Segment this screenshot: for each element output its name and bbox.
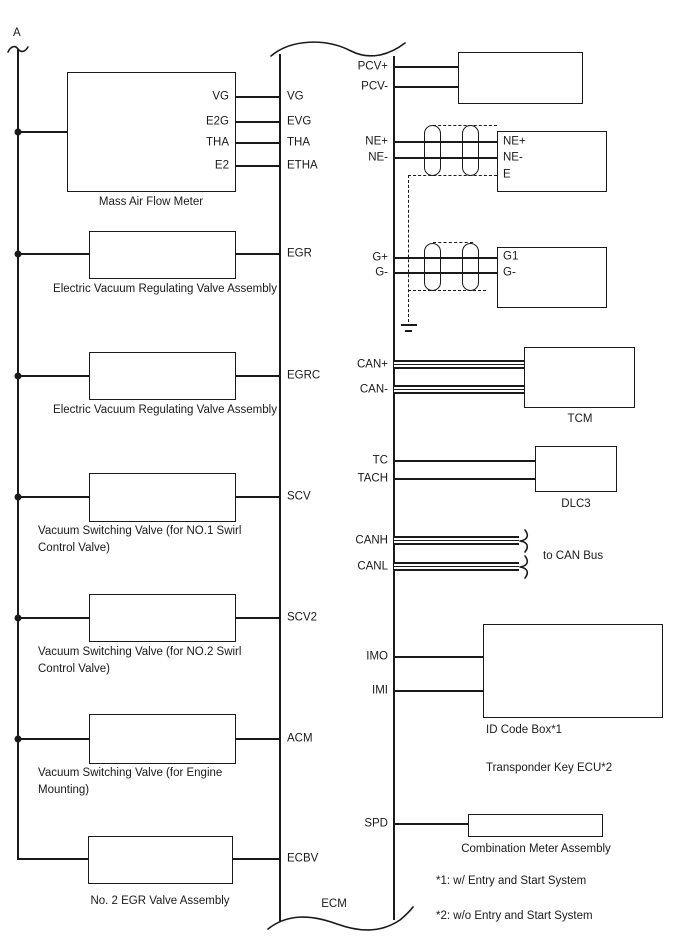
wire bbox=[394, 823, 468, 825]
vsv-no2-label: Vacuum Switching Valve (for NO.2 Swirl Control Valve) bbox=[38, 646, 242, 675]
ecm-pin-g-minus: G- bbox=[375, 266, 388, 279]
vsv-no2-box bbox=[89, 594, 236, 642]
pcv-box bbox=[458, 52, 583, 104]
ecm-pin-acm: ACM bbox=[287, 732, 313, 745]
vsv-engine-box bbox=[89, 714, 236, 764]
ecm-pin-pcv-plus: PCV+ bbox=[357, 60, 388, 73]
can-minus-bus-wire bbox=[394, 385, 524, 394]
ne-box-pin-e: E bbox=[503, 168, 511, 181]
footnote-2: *2: w/o Entry and Start System bbox=[436, 910, 593, 922]
can-plus-bus-wire bbox=[394, 360, 524, 369]
wire bbox=[394, 272, 497, 274]
wire bbox=[233, 858, 280, 860]
wire bbox=[394, 66, 458, 68]
ecm-pin-tc: TC bbox=[372, 454, 388, 467]
wire bbox=[18, 131, 67, 133]
evrva1-label: Electric Vacuum Regulating Valve Assembly bbox=[53, 283, 277, 295]
wire bbox=[394, 460, 535, 462]
wire bbox=[236, 142, 280, 144]
ecm-pin-tach: TACH bbox=[357, 472, 388, 485]
wire bbox=[394, 157, 497, 159]
to-can-bus-label: to CAN Bus bbox=[543, 550, 604, 562]
ne-box-pin-ne-minus: NE- bbox=[503, 151, 523, 164]
wire bbox=[236, 617, 280, 619]
vsv-no1-label: Vacuum Switching Valve (for NO.1 Swirl Control Valve) bbox=[38, 525, 242, 554]
shield-dashed-line bbox=[408, 290, 486, 291]
transponder-key-ecu-label: Transponder Key ECU*2 bbox=[486, 762, 613, 774]
ecm-pin-vg: VG bbox=[287, 90, 304, 103]
evrva1-box bbox=[89, 231, 236, 279]
vsv-engine-label: Vacuum Switching Valve (for Engine Mounting) bbox=[38, 767, 223, 796]
g-box-pin-g-minus: G- bbox=[503, 266, 516, 279]
evrva2-box bbox=[89, 352, 236, 400]
wire bbox=[394, 257, 497, 259]
ecm-pin-tha: THA bbox=[287, 136, 310, 149]
twisted-pair-symbol bbox=[424, 125, 441, 176]
shield-dashed-line bbox=[408, 175, 409, 322]
ecm-pin-scv2: SCV2 bbox=[287, 611, 318, 624]
bus-continuation-arrow bbox=[519, 529, 533, 553]
wire bbox=[17, 858, 88, 860]
ecm-pin-etha: ETHA bbox=[287, 159, 318, 172]
mass-air-flow-meter-label: Mass Air Flow Meter bbox=[98, 196, 204, 208]
wire bbox=[394, 690, 483, 692]
ecm-pin-canl: CANL bbox=[357, 560, 388, 573]
wire bbox=[394, 478, 535, 480]
tcm-box bbox=[524, 347, 635, 408]
wire bbox=[236, 496, 280, 498]
wire bbox=[394, 141, 497, 143]
wire bbox=[18, 617, 89, 619]
twisted-pair-symbol bbox=[462, 243, 479, 291]
maf-pin-e2: E2 bbox=[214, 159, 229, 172]
twisted-pair-symbol bbox=[462, 125, 479, 176]
footnote-1: *1: w/ Entry and Start System bbox=[436, 875, 587, 887]
dlc3-label: DLC3 bbox=[561, 498, 591, 510]
ecm-pin-canh: CANH bbox=[355, 534, 388, 547]
ecm-pin-ecbv: ECBV bbox=[287, 852, 319, 865]
twisted-pair-symbol bbox=[424, 243, 441, 291]
ecm-pin-ne-minus: NE- bbox=[368, 151, 388, 164]
id-code-box bbox=[483, 624, 663, 718]
wire bbox=[18, 253, 89, 255]
no2-egr-label: No. 2 EGR Valve Assembly bbox=[90, 895, 230, 907]
ecm-pin-ne-plus: NE+ bbox=[365, 135, 388, 148]
ecm-pin-evg: EVG bbox=[287, 115, 312, 128]
canh-bus-wire bbox=[394, 536, 519, 545]
ground-symbol bbox=[405, 330, 412, 332]
shield-dashed-line bbox=[408, 175, 497, 176]
ecm-pin-pcv-minus: PCV- bbox=[361, 80, 388, 93]
ecm-pin-can-plus: CAN+ bbox=[357, 358, 388, 371]
bus-continuation-arrow bbox=[519, 555, 533, 579]
ecm-pin-scv: SCV bbox=[287, 490, 311, 503]
ecm-pin-g-plus: G+ bbox=[372, 251, 388, 264]
g-box-pin-g1: G1 bbox=[503, 250, 519, 263]
combination-meter-box bbox=[468, 814, 603, 837]
wire bbox=[394, 86, 458, 88]
ecm-label: ECM bbox=[321, 898, 347, 910]
ecm-pin-can-minus: CAN- bbox=[359, 383, 388, 396]
mass-air-flow-meter-box bbox=[67, 72, 236, 192]
wire bbox=[236, 738, 280, 740]
connector-a-label: A bbox=[13, 27, 21, 39]
id-code-box-label: ID Code Box*1 bbox=[486, 724, 563, 736]
wire bbox=[18, 375, 89, 377]
wire bbox=[236, 121, 280, 123]
ecm-pin-egr: EGR bbox=[287, 247, 312, 260]
evrva2-label: Electric Vacuum Regulating Valve Assembly bbox=[53, 404, 277, 416]
maf-pin-vg: VG bbox=[212, 90, 229, 103]
canl-bus-wire bbox=[394, 562, 519, 571]
ecm-pin-egrc: EGRC bbox=[287, 369, 321, 382]
ecm-pin-spd: SPD bbox=[364, 817, 388, 830]
ecm-bus-right-edge bbox=[393, 56, 395, 920]
no2-egr-box bbox=[88, 836, 233, 884]
wire bbox=[236, 375, 280, 377]
ecm-pin-imi: IMI bbox=[372, 684, 388, 697]
ecm-bus-top-break bbox=[266, 34, 410, 64]
wire bbox=[236, 253, 280, 255]
ecm-pin-imo: IMO bbox=[366, 650, 388, 663]
combination-meter-label: Combination Meter Assembly bbox=[461, 843, 611, 855]
wire bbox=[236, 96, 280, 98]
maf-pin-tha: THA bbox=[206, 136, 229, 149]
ecm-bus-left-edge bbox=[279, 54, 281, 922]
vsv-no1-box bbox=[89, 473, 236, 522]
wire bbox=[236, 165, 280, 167]
maf-pin-e2g: E2G bbox=[205, 115, 229, 128]
dlc3-box bbox=[535, 446, 617, 492]
wire bbox=[18, 496, 89, 498]
ground-symbol bbox=[401, 324, 417, 326]
ne-box-pin-ne-plus: NE+ bbox=[503, 135, 526, 148]
wire bbox=[394, 656, 483, 658]
wire bbox=[18, 738, 89, 740]
tcm-label: TCM bbox=[567, 413, 593, 425]
